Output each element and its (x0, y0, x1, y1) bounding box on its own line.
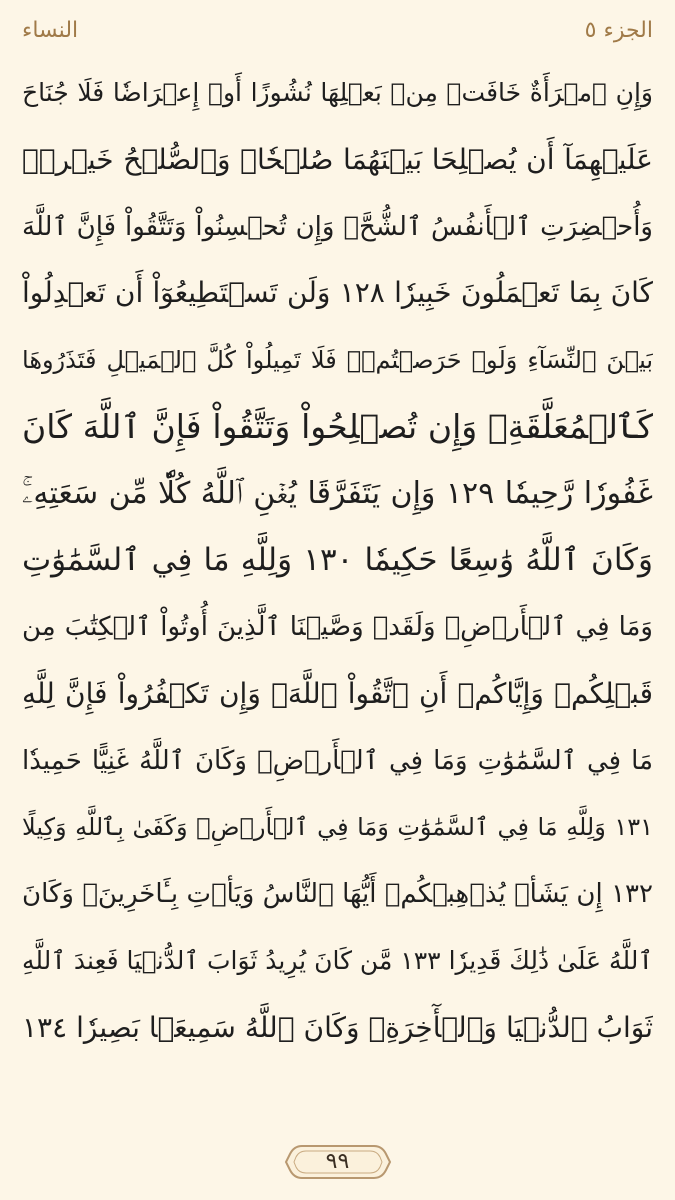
verse-line: قَبۡلِكُمۡ وَإِيَّاكُمۡ أَنِ ٱتَّقُواْ ٱللَّهَۚ وَإِن تَكۡفُرُواْ فَإِنَّ لِلَّهِ (22, 676, 653, 710)
verses-block (22, 60, 653, 1140)
verse-line: عَلَيۡهِمَآ أَن يُصۡلِحَا بَيۡنَهُمَا صُلۡحٗاۚ وَٱلصُّلۡحُ خَيۡرٞۗ (22, 142, 653, 176)
verse-line: مَا فِي ٱلسَّمَٰوَٰتِ وَمَا فِي ٱلۡأَرۡضِۚ وَكَانَ ٱللَّهُ غَنِيًّا حَمِيدٗا (22, 745, 653, 776)
verse-line: ١٣٢ إِن يَشَأۡ يُذۡهِبۡكُمۡ أَيُّهَا ٱلنَّاسُ وَيَأۡتِ بِـَٔاخَرِينَۚ وَكَانَ (22, 879, 653, 909)
verse-line: وَإِنِ ٱمۡرَأَةٌ خَافَتۡ مِنۢ بَعۡلِهَا نُشُوزًا أَوۡ إِعۡرَاضٗا فَلَا جُنَاحَ (22, 78, 653, 107)
verse-line: ثَوَابُ ٱلدُّنۡيَا وَٱلۡأٓخِرَةِۚ وَكَانَ ٱللَّهُ سَمِيعَۢا بَصِيرٗا ١٣٤ (22, 1010, 653, 1044)
verse-line: وَأُحۡضِرَتِ ٱلۡأَنفُسُ ٱلشُّحَّۚ وَإِن تُحۡسِنُواْ وَتَتَّقُواْ فَإِنَّ ٱللَّهَ (22, 211, 653, 242)
page-number-badge (282, 1142, 394, 1182)
verse-line: كَٱلۡمُعَلَّقَةِۚ وَإِن تُصۡلِحُواْ وَتَتَّقُواْ فَإِنَّ ٱللَّهَ كَانَ (22, 406, 653, 446)
verse-line: ٱللَّهُ عَلَىٰ ذَٰلِكَ قَدِيرٗا ١٣٣ مَّن كَانَ يُرِيدُ ثَوَابَ ٱلدُّنۡيَا فَعِندَ ٱللَّهِ (22, 945, 653, 975)
juz-label: الجزء ٥ (584, 18, 653, 43)
verse-line: وَمَا فِي ٱلۡأَرۡضِۗ وَلَقَدۡ وَصَّيۡنَا ٱلَّذِينَ أُوتُواْ ٱلۡكِتَٰبَ مِن (22, 612, 653, 642)
verse-line: كَانَ بِمَا تَعۡمَلُونَ خَبِيرٗا ١٢٨ وَلَن تَسۡتَطِيعُوٓاْ أَن تَعۡدِلُواْ (22, 276, 653, 310)
page-number: ٩٩ (325, 1149, 350, 1174)
page-header (18, 12, 657, 48)
verse-line: غَفُورٗا رَّحِيمٗا ١٢٩ وَإِن يَتَفَرَّقَا يُغۡنِ ٱللَّهُ كُلّٗا مِّن سَعَتِهِۦۚ (22, 475, 653, 511)
verse-line: ١٣١ وَلِلَّهِ مَا فِي ٱلسَّمَٰوَٰتِ وَمَا فِي ٱلۡأَرۡضِۚ وَكَفَىٰ بِٱللَّهِ وَكِيلًا (22, 813, 653, 842)
verse-line: بَيۡنَ ٱلنِّسَآءِ وَلَوۡ حَرَصۡتُمۡۖ فَلَا تَمِيلُواْ كُلَّ ٱلۡمَيۡلِ فَتَذَرُوهَا (22, 346, 653, 374)
page-footer (0, 1142, 675, 1186)
verse-line: وَكَانَ ٱللَّهُ وَٰسِعًا حَكِيمٗا ١٣٠ وَلِلَّهِ مَا فِي ٱلسَّمَٰوَٰتِ (22, 542, 653, 579)
surah-name: النساء (22, 18, 79, 43)
